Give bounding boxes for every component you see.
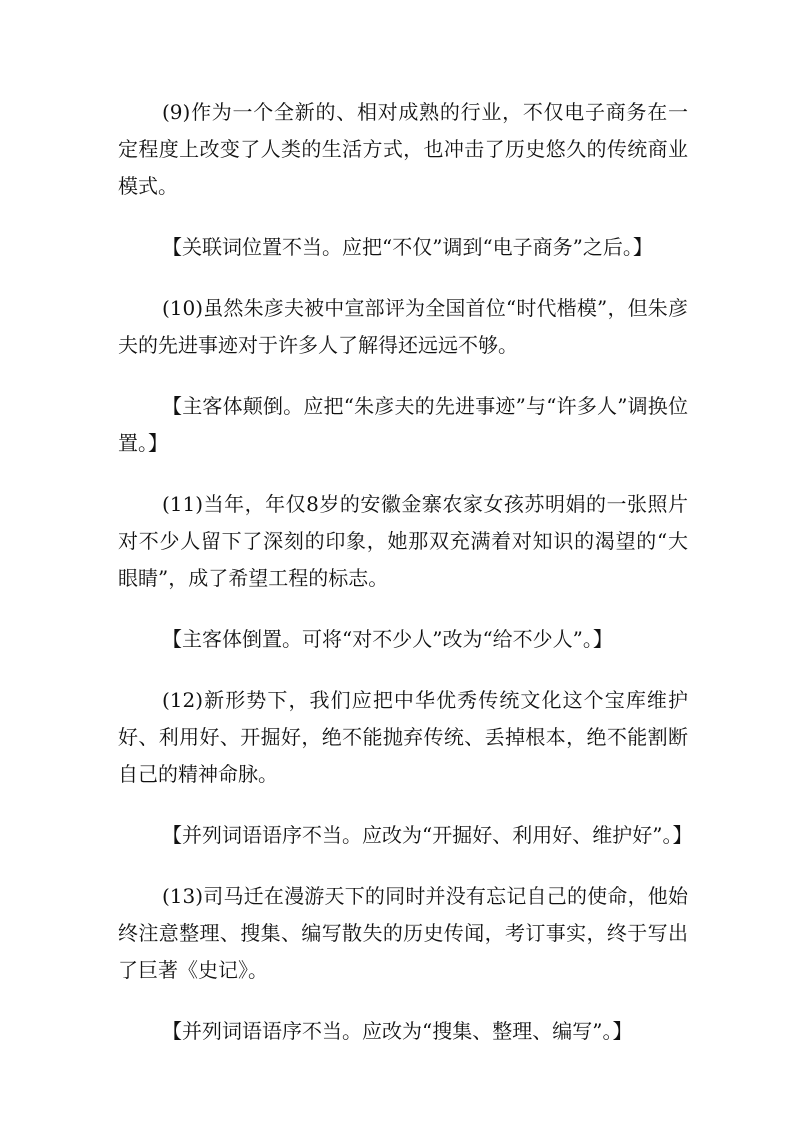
answer-10: 【主客体颠倒。应把“朱彦夫的先进事迹”与“许多人”调换位置。】 [118, 394, 688, 455]
question-10: (10)虽然朱彦夫被中宣部评为全国首位“时代楷模”，但朱彦夫的先进事迹对于许多人了解得还远远不够。 [118, 296, 688, 357]
answer-12: 【并列词语语序不当。应改为“开掘好、利用好、维护好”。】 [162, 823, 693, 847]
question-12: (12)新形势下，我们应把中华优秀传统文化这个宝库维护好、利用好、开掘好，绝不能抛弃传统、丢掉根本，绝不能割断自己的精神命脉。 [118, 688, 688, 786]
question-13: (13)司马迁在漫游天下的同时并没有忘记自己的使命，他始终注意整理、搜集、编写散失的历史传闻，考订事实，终于写出了巨著《史记》。 [118, 884, 688, 982]
question-11: (11)当年，年仅8岁的安徽金寨农家女孩苏明娟的一张照片对不少人留下了深刻的印象，她那双充满着对知识的渴望的“大眼睛”，成了希望工程的标志。 [118, 492, 688, 590]
question-9: (9)作为一个全新的、相对成熟的行业，不仅电子商务在一定程度上改变了人类的生活方式，也冲击了历史悠久的传统商业模式。 [118, 100, 688, 198]
answer-11: 【主客体倒置。可将“对不少人”改为“给不少人”。】 [162, 627, 613, 651]
answer-13: 【并列词语语序不当。应改为“搜集、整理、编写”。】 [162, 1019, 633, 1043]
answer-9: 【关联词位置不当。应把“不仅”调到“电子商务”之后。】 [162, 235, 653, 259]
document-content [118, 94, 693, 1074]
